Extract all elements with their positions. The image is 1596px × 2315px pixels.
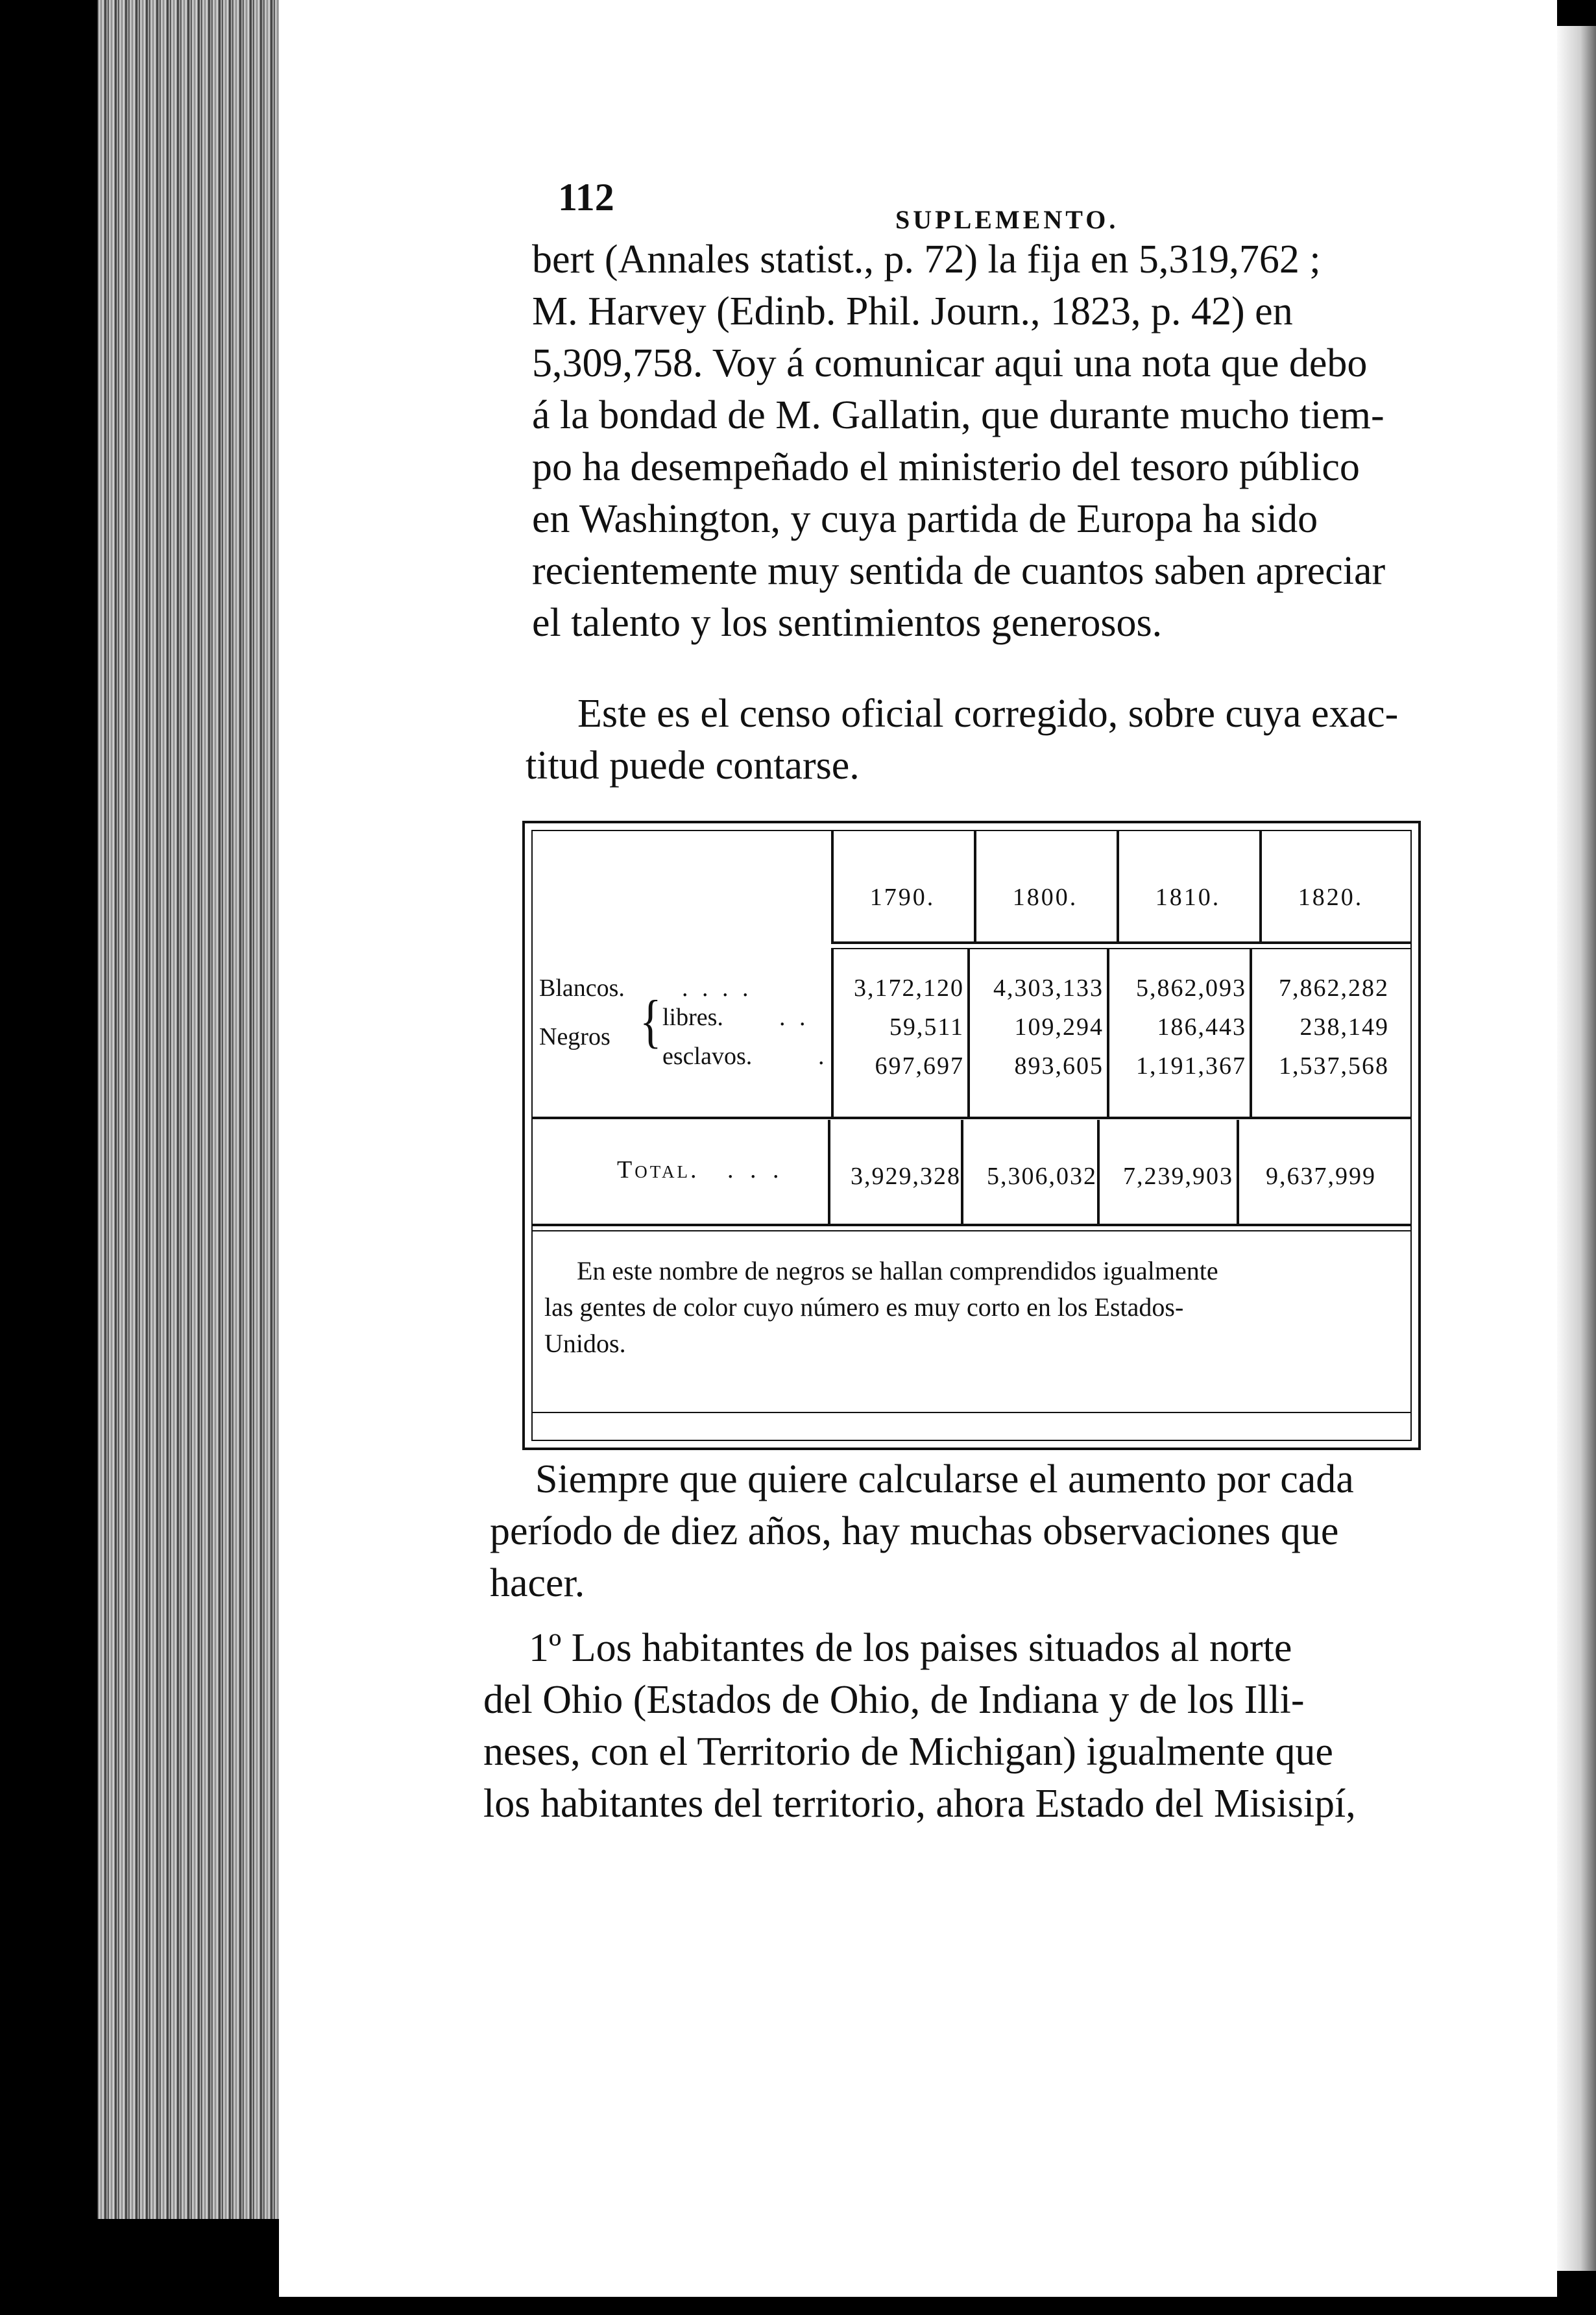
table-cell-total: 7,239,903 [1123,1163,1233,1190]
text-line: los habitantes del territorio, ahora Estado del Misisipí, [483,1782,1356,1826]
note-line: En este nombre de negros se hallan comprendidos igualmente [577,1256,1218,1285]
text-line: M. Harvey (Edinb. Phil. Journ., 1823, p. 42) en [532,289,1293,333]
text-line: Siempre que quiere calcularse el aumento por cada [535,1457,1354,1501]
table-cell: 1,191,367 [1136,1052,1246,1080]
running-head: SUPLEMENTO. [895,205,1119,234]
text-line: neses, con el Territorio de Michigan) igualmente que [483,1730,1333,1774]
text-line: titud puede contarse. [526,744,860,788]
paragraph-4 [483,1622,1405,1830]
table-cell: 893,605 [1014,1052,1104,1080]
text-line: po ha desempeñado el ministerio del tesoro público [532,445,1360,489]
year-header-1790: 1790. [869,884,936,911]
paragraph-2 [526,688,1447,792]
text-line: recientemente muy sentida de cuantos saben apreciar [532,549,1386,593]
text-line: del Ohio (Estados de Ohio, de Indiana y de los Illi- [483,1678,1305,1722]
brace-glyph: { [640,989,662,1055]
text-line: período de diez años, hay muchas observaciones que [490,1509,1339,1553]
year-header-1800: 1800. [1012,884,1078,911]
row-dots: . . . . [682,975,753,1002]
row-label-total: Total. [617,1156,699,1183]
facing-page-edge [1557,26,1596,2271]
table-footnote [544,1253,1407,1362]
row-label-negros: Negros [539,1023,611,1050]
table-cell-total: 9,637,999 [1266,1163,1376,1190]
page-number: 112 [558,176,614,219]
row-label-esclavos: esclavos. [662,1043,753,1070]
text-line: bert (Annales statist., p. 72) la fija en 5,319,762 ; [532,237,1321,282]
table-cell: 186,443 [1157,1013,1246,1041]
row-label-libres: libres. [662,1004,723,1031]
text-line: en Washington, y cuya partida de Europa ha sido [532,497,1318,541]
year-header-1820: 1820. [1298,884,1364,911]
table-cell: 59,511 [889,1013,964,1041]
table-cell-total: 5,306,032 [987,1163,1097,1190]
text-line: hacer. [490,1561,585,1605]
year-header-1810: 1810. [1155,884,1221,911]
table-cell: 5,862,093 [1136,975,1246,1002]
text-line: 1º Los habitantes de los paises situados al norte [529,1626,1292,1670]
table-cell: 3,172,120 [854,975,964,1002]
text-line: Este es el censo oficial corregido, sobre cuya exac- [577,692,1399,736]
paragraph-1 [532,234,1447,649]
table-cell: 109,294 [1014,1013,1104,1041]
census-table [522,821,1421,1450]
text-line: 5,309,758. Voy á comunicar aqui una nota que debo [532,341,1368,385]
text-line: á la bondad de M. Gallatin, que durante mucho tiem- [532,393,1384,437]
row-dots: . . [779,1004,810,1031]
text-line: el talento y los sentimientos generosos. [532,601,1163,645]
row-label-blancos: Blancos. [539,975,625,1002]
table-cell-total: 3,929,328 [851,1163,961,1190]
table-cell: 4,303,133 [993,975,1104,1002]
table-inner-border [531,830,1412,1441]
row-dots: . . . [727,1156,784,1183]
table-cell: 7,862,282 [1279,975,1389,1002]
table-cell: 1,537,568 [1279,1052,1389,1080]
paragraph-3 [490,1453,1405,1609]
table-cell: 697,697 [875,1052,964,1080]
table-cell: 238,149 [1300,1013,1389,1041]
note-line: las gentes de color cuyo número es muy corto en los Estados- [544,1292,1184,1322]
note-line: Unidos. [544,1329,626,1358]
row-dots: . [818,1043,825,1070]
